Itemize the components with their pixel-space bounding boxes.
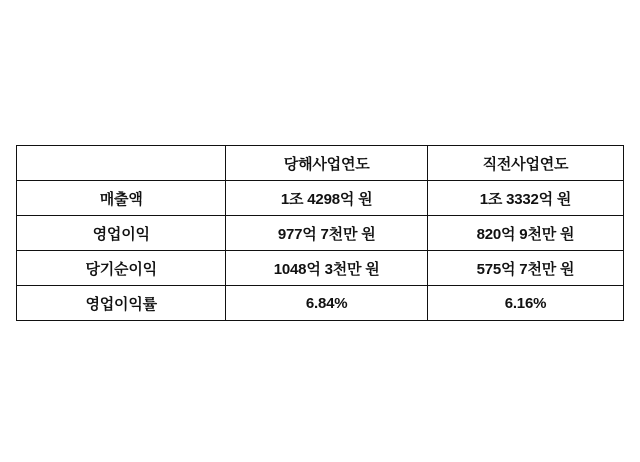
row-label-operating-profit: 영업이익 — [17, 216, 226, 251]
row-label-net-income: 당기순이익 — [17, 251, 226, 286]
row-label-revenue: 매출액 — [17, 181, 226, 216]
table-row — [17, 181, 624, 216]
financial-summary-table — [16, 145, 624, 321]
cell-net-income-current: 1048억 3천만 원 — [226, 251, 428, 286]
column-header-current-year: 당해사업연도 — [226, 146, 428, 181]
table-header-row — [17, 146, 624, 181]
table-row — [17, 286, 624, 321]
financial-table-container — [16, 145, 624, 321]
table-row — [17, 216, 624, 251]
cell-net-income-previous: 575억 7천만 원 — [427, 251, 623, 286]
cell-operating-margin-current: 6.84% — [226, 286, 428, 321]
table-corner-cell — [17, 146, 226, 181]
table-row — [17, 251, 624, 286]
row-label-operating-margin: 영업이익률 — [17, 286, 226, 321]
column-header-previous-year: 직전사업연도 — [427, 146, 623, 181]
cell-operating-profit-current: 977억 7천만 원 — [226, 216, 428, 251]
cell-operating-profit-previous: 820억 9천만 원 — [427, 216, 623, 251]
cell-revenue-current: 1조 4298억 원 — [226, 181, 428, 216]
cell-revenue-previous: 1조 3332억 원 — [427, 181, 623, 216]
cell-operating-margin-previous: 6.16% — [427, 286, 623, 321]
